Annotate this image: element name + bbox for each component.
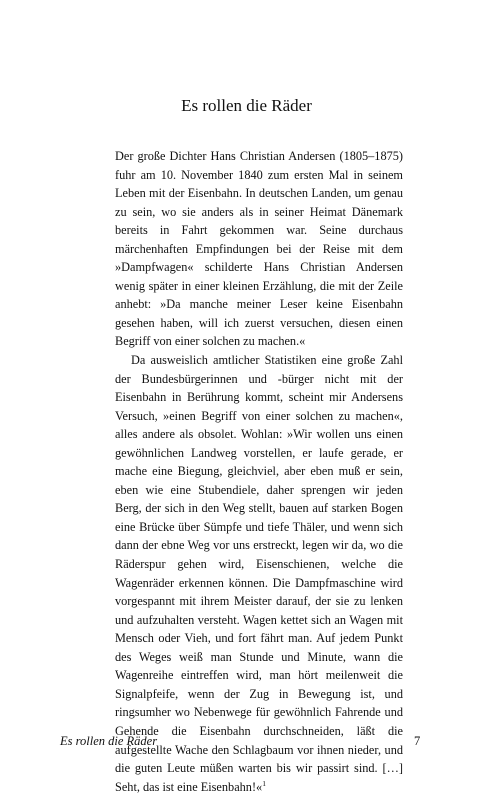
body-text: [115, 147, 403, 796]
chapter-title: Es rollen die Räder: [181, 96, 312, 115]
paragraph-1: Der große Dichter Hans Christian Andersen (1805–1875) fuhr am 10. November 1840 zum ersten Mal in seinem Leben mit der Eisenbahn. In deutschen Landen, um genau zu sein, wo sie anders als in seiner Heimat Dänemark bereits in Fahrt gekommen war. Seine durchaus märchenhaften Empfindungen bei der Reise mit dem »Dampfwagen« schilderte Hans Christian Andersen wenig später in einer kleinen Erzählung, die mit der Zeile anhebt: »Da manche meiner Leser keine Eisenbahn gesehen haben, will ich zuerst versuchen, diesen einen Begriff von einer solchen zu machen.«: [115, 149, 403, 349]
running-footer-title: Es rollen die Räder: [60, 734, 158, 748]
footnote-marker: 1: [262, 778, 266, 788]
page-number: 7: [414, 734, 421, 748]
paragraph-2: [115, 351, 403, 796]
paragraph-2-text: Da ausweislich amtlicher Statistiken eine große Zahl der Bundesbürgerinnen und -bürger nicht mit der Eisenbahn in Berührung kommt, scheint mir Andersens Versuch, »einen Begriff von einer solchen zu machen«, alles andere als obsolet. Wohlan: »Wir wollen uns einen gewöhnlichen Landweg vorstellen, er laufe gerade, er mache eine Biegung, gleichviel, aber eben muß er sein, eben wie eine Stubendiele, daher sprengen wir jeden Berg, der sich in den Weg stellt, bauen auf starken Bogen eine Brücke über Sümpfe und tiefe Thäler, und wenn sich dann der ebne Weg vor uns erstreckt, legen wir da, wo die Räderspur gehen wird, Eisenschienen, welche die Wagenräder erkennen können. Die Dampfmaschine wird vorgespannt mit ihrem Meister darauf, der sie zu lenken und aufzuhalten versteht. Wagen kettet sich an Wagen mit Mensch oder Vieh, und fort fährt man. Auf jedem Punkt des Weges weiß man Stunde und Minute, wann die Wagenreihe eintreffen wird, man hört meilenweit die Signalpfeife, wenn der Zug in Bewegung ist, und ringsumher wo Nebenwege für gewöhnlich Fahrende und Gehende die Eisenbahn durchschneiden, läßt die aufgestellte Wache den Schlagbaum vor ihnen nieder, und die guten Leute müßen warten bis wir passirt sind. […] Seht, das ist eine Eisenbahn!«: [115, 353, 403, 794]
